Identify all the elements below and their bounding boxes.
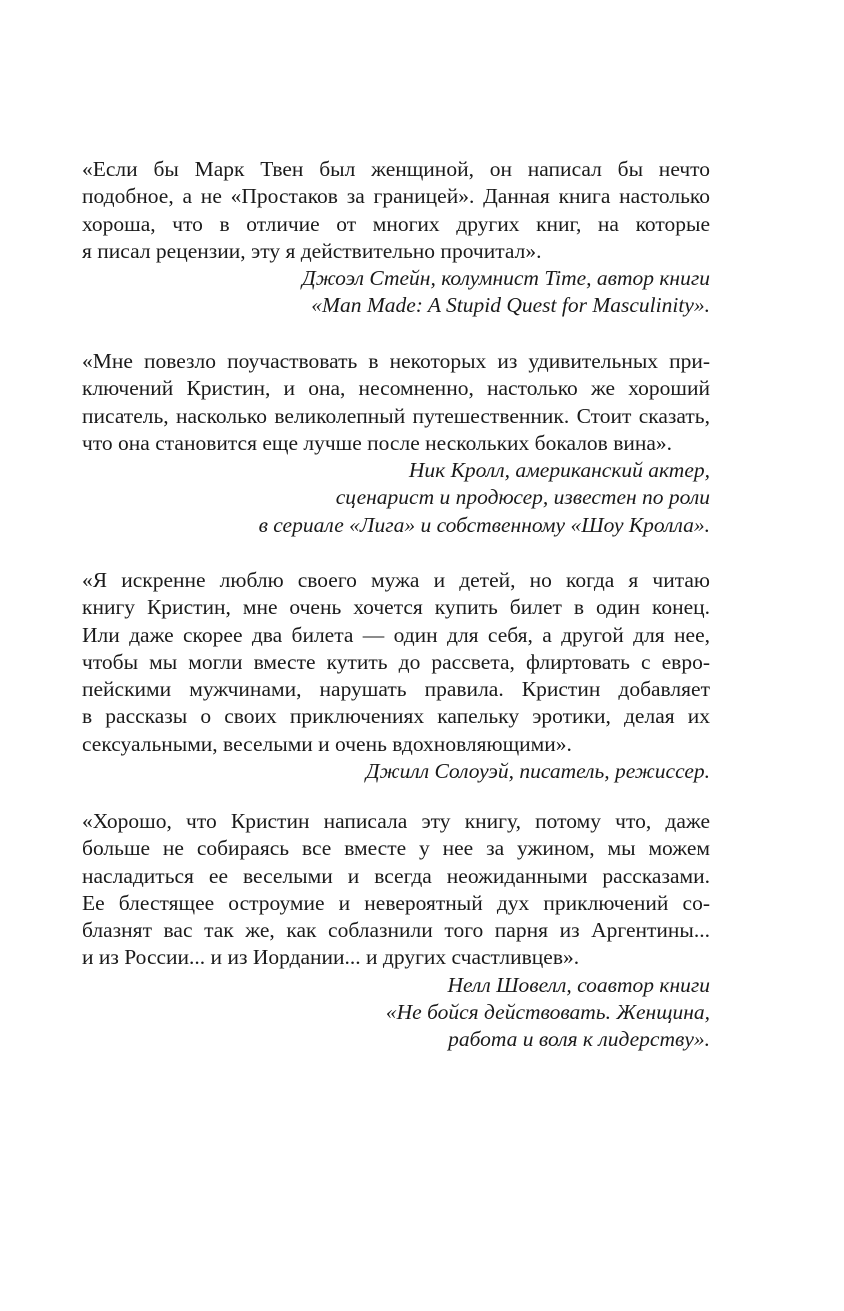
quote-line: книгу Кристин, мне очень хочется купить билет в один конец.	[82, 595, 710, 620]
quote-line: хороша, что в отличие от многих других книг, на которые	[82, 211, 710, 236]
quote-line: «Мне повезло поучаствовать в некоторых из удивительных при-	[82, 349, 710, 373]
attribution-line: Джилл Солоуэй, писатель, режиссер.	[365, 759, 710, 784]
quote-line: чтобы мы могли вместе кутить до рассвета, флиртовать с евро-	[82, 649, 710, 674]
quote-line: «Хорошо, что Кристин написала эту книгу, потому что, даже	[82, 809, 710, 833]
attribution-line: сценарист и продюсер, известен по роли	[335, 485, 710, 510]
review-attribution	[82, 758, 710, 785]
review-blurb	[82, 567, 710, 785]
quote-line: что она становится еще лучше после нескольких бокалов вина».	[82, 430, 673, 455]
quote-line: я писал рецензии, эту я действительно прочитал».	[82, 238, 542, 263]
attribution-line: в сериале «Лига» и собственному «Шоу Кролла».	[258, 512, 710, 537]
attribution-line: «Не бойся действовать. Женщина,	[385, 1000, 710, 1025]
review-attribution	[82, 265, 710, 320]
quote-line: больше не собираясь все вместе у нее за ужином, мы можем	[82, 836, 710, 861]
quote-line: писатель, насколько великолепный путешественник. Стоит сказать,	[82, 403, 710, 428]
review-attribution	[82, 972, 710, 1054]
quote-line: пейскими мужчинами, нарушать правила. Кристин добавляет	[82, 677, 710, 702]
attribution-line: Джоэл Стейн, колумнист Time, автор книги	[302, 266, 710, 291]
review-attribution	[82, 457, 710, 539]
review-blurb	[82, 156, 710, 320]
quote-line: Или даже скорее два билета — один для себя, а другой для нее,	[82, 622, 710, 647]
quote-line: «Если бы Марк Твен был женщиной, он написал бы нечто	[82, 157, 710, 181]
quote-line: «Я искренне люблю своего мужа и детей, но когда я читаю	[82, 568, 710, 592]
quote-line: сексуальными, веселыми и очень вдохновляющими».	[82, 731, 572, 756]
attribution-line: «Man Made: A Stupid Quest for Masculinity».	[311, 293, 710, 318]
review-quote	[82, 567, 710, 758]
review-quote	[82, 808, 710, 972]
quote-line: ключений Кристин, и она, несомненно, настолько же хороший	[82, 376, 710, 401]
quote-line: в рассказы о своих приключениях капельку эротики, делая их	[82, 704, 710, 729]
attribution-line: Ник Кролл, американский актер,	[408, 458, 710, 483]
quote-line: блазнят вас так же, как соблазнили того парня из Аргентины...	[82, 918, 710, 943]
attribution-line: Нелл Шовелл, соавтор книги	[447, 972, 710, 997]
quote-line: Ее блестящее остроумие и невероятный дух приключений со-	[82, 890, 710, 915]
review-blurb	[82, 808, 710, 1054]
quote-line: насладиться ее веселыми и всегда неожиданными рассказами.	[82, 863, 710, 888]
review-quote	[82, 348, 710, 457]
quote-line: и из России... и из Иордании... и других счастливцев».	[82, 945, 580, 970]
review-quote	[82, 156, 710, 265]
attribution-line: работа и воля к лидерству».	[448, 1027, 710, 1052]
review-blurb	[82, 348, 710, 539]
quote-line: подобное, а не «Простаков за границей». Данная книга настолько	[82, 184, 710, 209]
